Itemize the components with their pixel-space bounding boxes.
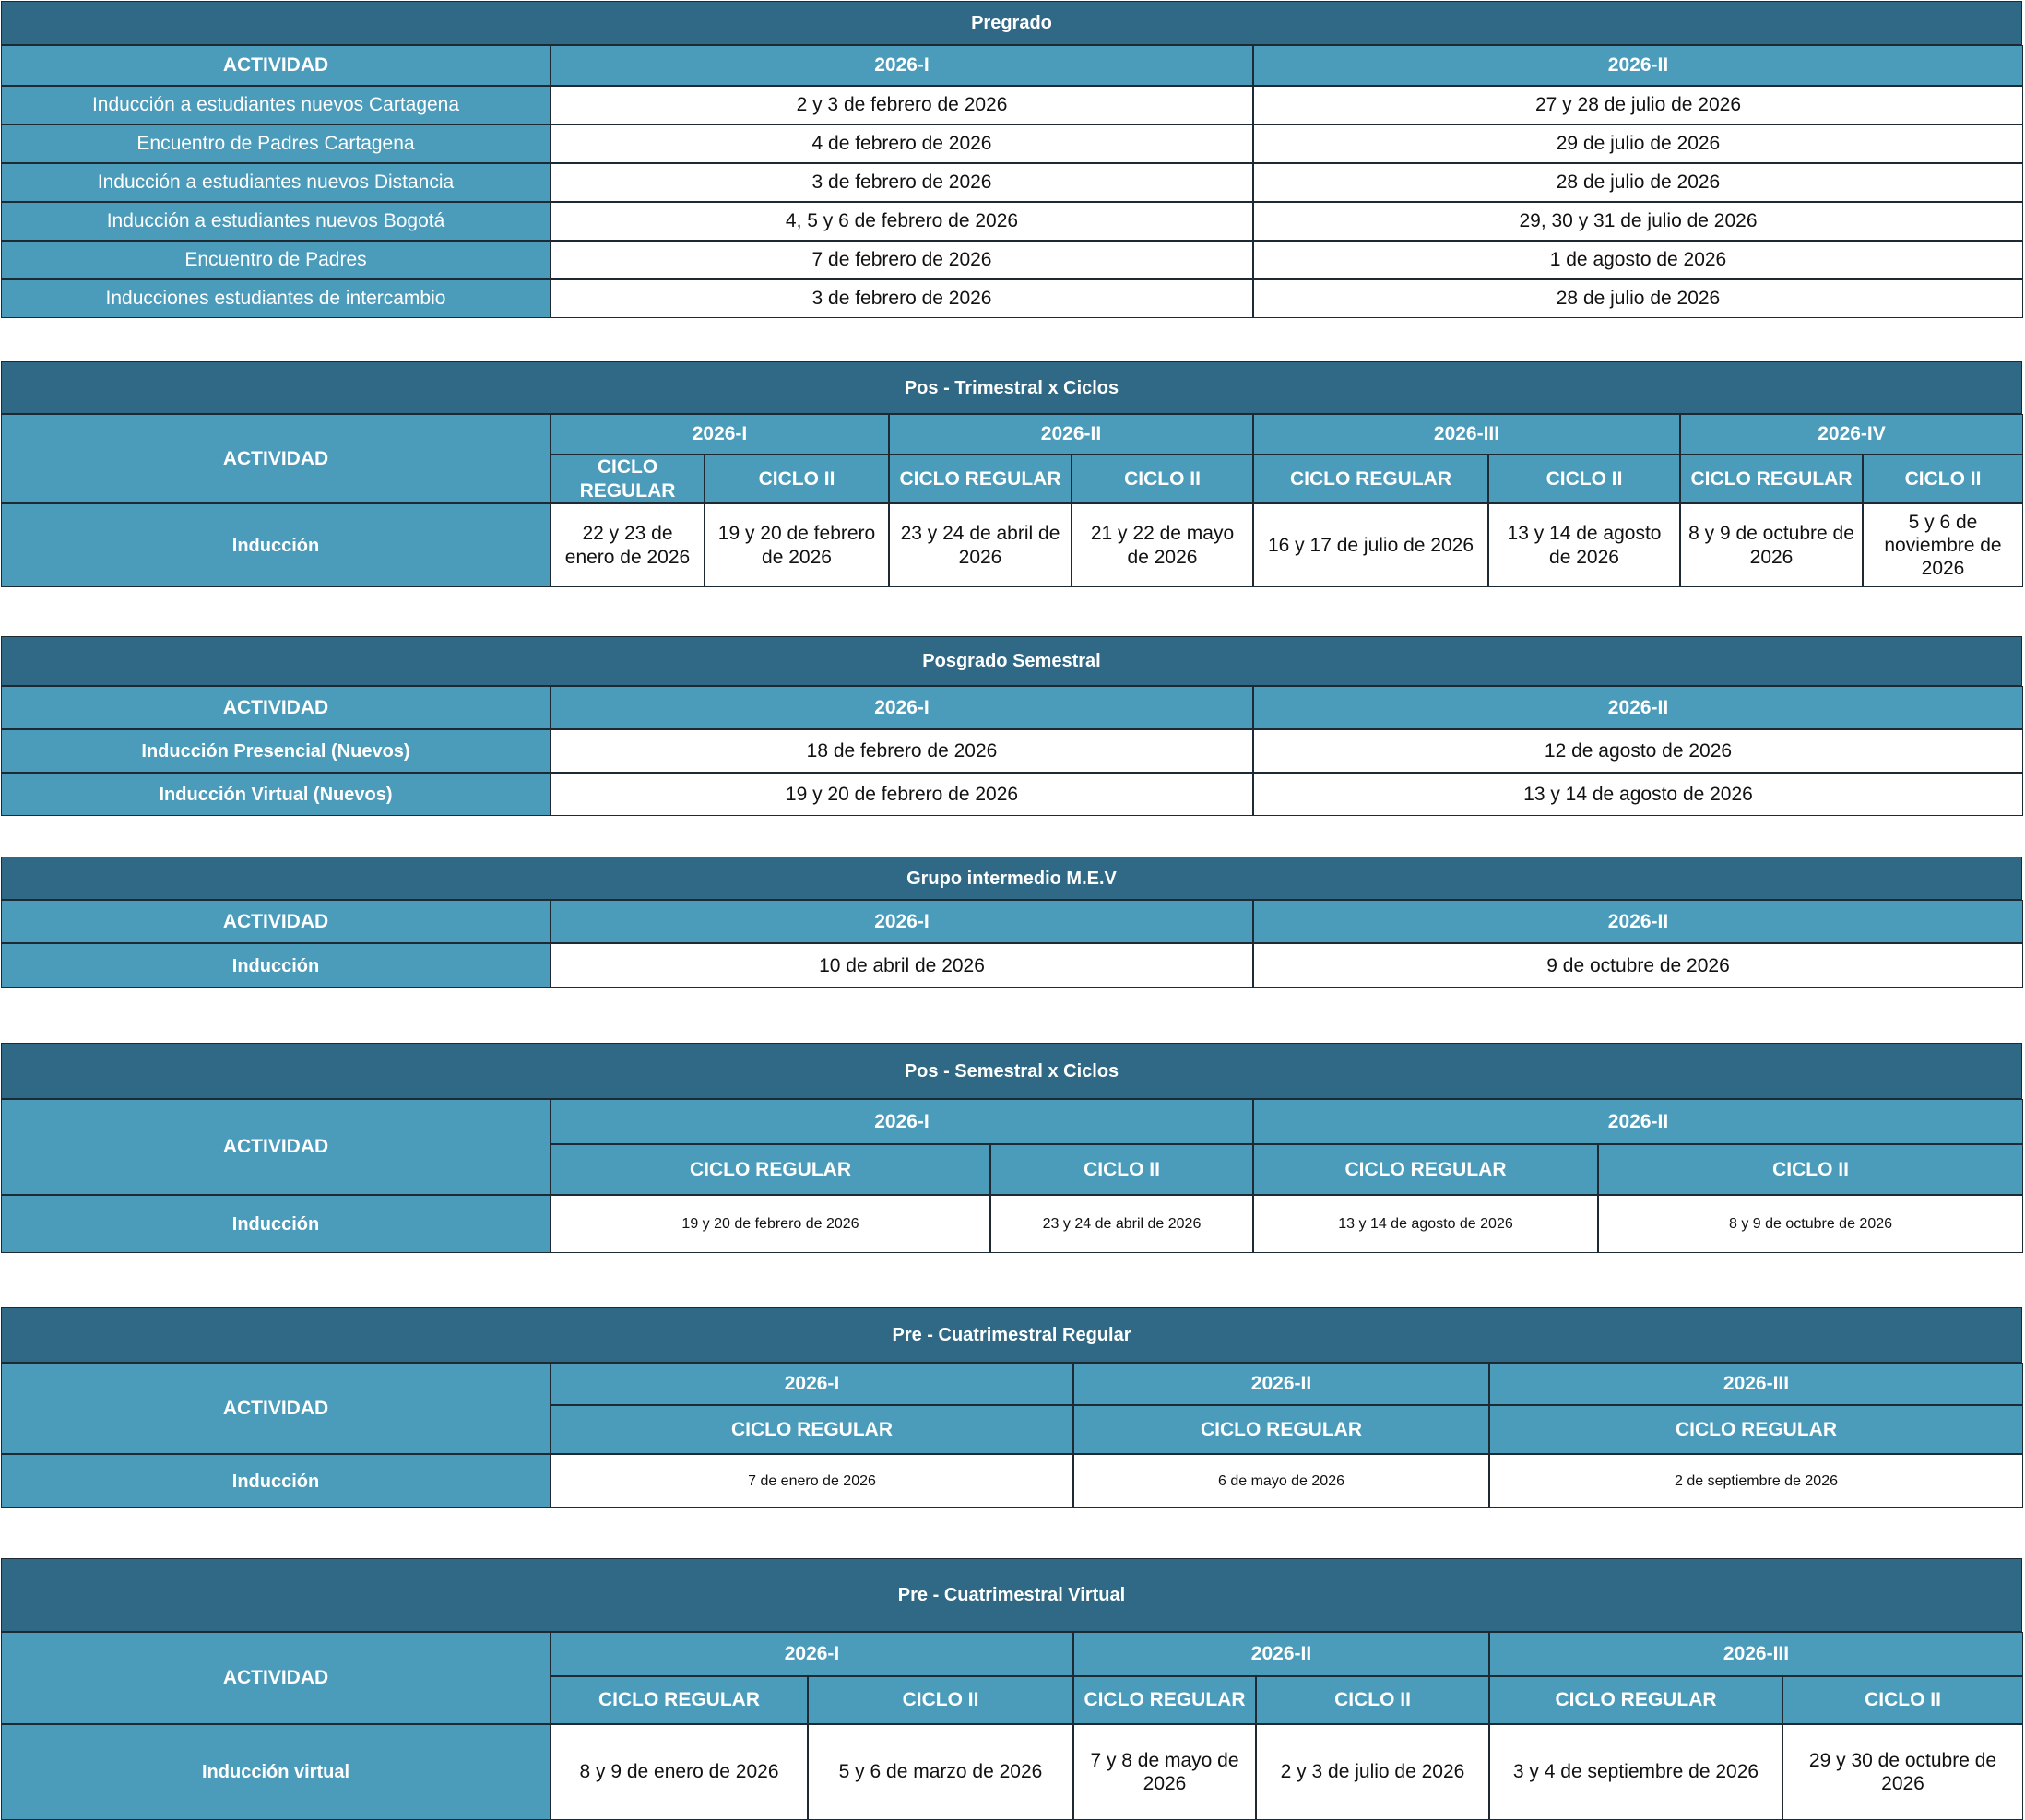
cycle-header: CICLO II (808, 1676, 1073, 1724)
cycle-header: CICLO REGULAR (1253, 1144, 1598, 1195)
table-title: Pre - Cuatrimestral Virtual (1, 1558, 2022, 1632)
activity-label: Inducción (1, 1195, 551, 1253)
cycle-header: CICLO II (1072, 455, 1253, 503)
activity-label: Inducciones estudiantes de intercambio (1, 279, 551, 318)
cycle-header: CICLO REGULAR (551, 455, 705, 503)
period-header: 2026-II (1253, 1099, 2023, 1144)
column-header-period: 2026-II (1253, 900, 2023, 943)
posgrado-semestral-table (2, 636, 2023, 816)
period-header: 2026-III (1489, 1363, 2023, 1405)
pos-trimestral-table (2, 361, 2023, 587)
date-cell: 8 y 9 de enero de 2026 (551, 1724, 808, 1820)
date-cell: 2 de septiembre de 2026 (1489, 1454, 2023, 1508)
column-header-period: 2026-II (1253, 45, 2023, 86)
cycle-header: CICLO REGULAR (1073, 1405, 1489, 1454)
date-cell: 7 de febrero de 2026 (551, 241, 1253, 279)
activity-label: Inducción (1, 503, 551, 587)
activity-label: Inducción a estudiantes nuevos Cartagena (1, 86, 551, 124)
period-header: 2026-I (551, 1363, 1073, 1405)
period-header: 2026-II (1073, 1632, 1489, 1676)
activity-label: Inducción a estudiantes nuevos Distancia (1, 163, 551, 202)
date-cell: 8 y 9 de octubre de 2026 (1598, 1195, 2023, 1253)
date-cell: 3 de febrero de 2026 (551, 279, 1253, 318)
table-row (2, 163, 2023, 202)
period-header: 2026-IV (1680, 414, 2023, 455)
period-header: 2026-III (1489, 1632, 2023, 1676)
pre-cuatrimestral-virtual-table (2, 1558, 2023, 1820)
table-title: Posgrado Semestral (1, 636, 2022, 686)
cycle-header: CICLO REGULAR (1253, 455, 1488, 503)
date-cell: 19 y 20 de febrero de 2026 (551, 773, 1253, 816)
table-row (2, 279, 2023, 318)
date-cell: 8 y 9 de octubre de 2026 (1680, 503, 1863, 587)
table-row (2, 1454, 2023, 1508)
column-header-actividad: ACTIVIDAD (1, 686, 551, 729)
table-row (2, 202, 2023, 241)
date-cell: 29 de julio de 2026 (1253, 124, 2023, 163)
cycle-header: CICLO REGULAR (1073, 1676, 1256, 1724)
date-cell: 21 y 22 de mayo de 2026 (1072, 503, 1253, 587)
period-header: 2026-I (551, 414, 889, 455)
table-title: Pregrado (1, 1, 2022, 45)
date-cell: 23 y 24 de abril de 2026 (889, 503, 1072, 587)
activity-label: Inducción (1, 943, 551, 988)
column-header-actividad: ACTIVIDAD (1, 45, 551, 86)
column-header-actividad: ACTIVIDAD (1, 1632, 551, 1724)
table-title: Pos - Semestral x Ciclos (1, 1043, 2022, 1099)
table-row (2, 773, 2023, 816)
table-row (2, 1724, 2023, 1820)
date-cell: 19 y 20 de febrero de 2026 (551, 1195, 990, 1253)
pregrado-table (2, 1, 2023, 318)
column-header-actividad: ACTIVIDAD (1, 1363, 551, 1454)
cycle-header: CICLO II (1782, 1676, 2023, 1724)
cycle-header: CICLO REGULAR (1680, 455, 1863, 503)
cycle-header: CICLO II (1598, 1144, 2023, 1195)
table-row (2, 729, 2023, 773)
date-cell: 28 de julio de 2026 (1253, 163, 2023, 202)
table-row (2, 124, 2023, 163)
table-title: Pre - Cuatrimestral Regular (1, 1307, 2022, 1363)
date-cell: 13 y 14 de agosto de 2026 (1488, 503, 1680, 587)
date-cell: 9 de octubre de 2026 (1253, 943, 2023, 988)
period-header: 2026-III (1253, 414, 1680, 455)
table-row (2, 241, 2023, 279)
table-row (2, 86, 2023, 124)
date-cell: 19 y 20 de febrero de 2026 (705, 503, 889, 587)
date-cell: 7 y 8 de mayo de 2026 (1073, 1724, 1256, 1820)
period-header: 2026-I (551, 1099, 1253, 1144)
period-header: 2026-II (1073, 1363, 1489, 1405)
activity-label: Inducción Virtual (Nuevos) (1, 773, 551, 816)
date-cell: 7 de enero de 2026 (551, 1454, 1073, 1508)
table-row (2, 943, 2023, 988)
pre-cuatrimestral-regular-table (2, 1307, 2023, 1508)
column-header-period: 2026-I (551, 45, 1253, 86)
date-cell: 12 de agosto de 2026 (1253, 729, 2023, 773)
activity-label: Inducción (1, 1454, 551, 1508)
cycle-header: CICLO REGULAR (889, 455, 1072, 503)
column-header-period: 2026-II (1253, 686, 2023, 729)
date-cell: 29 y 30 de octubre de 2026 (1782, 1724, 2023, 1820)
cycle-header: CICLO II (1863, 455, 2023, 503)
cycle-header: CICLO II (990, 1144, 1253, 1195)
cycle-header: CICLO REGULAR (1489, 1405, 2023, 1454)
date-cell: 3 de febrero de 2026 (551, 163, 1253, 202)
date-cell: 4, 5 y 6 de febrero de 2026 (551, 202, 1253, 241)
activity-label: Encuentro de Padres Cartagena (1, 124, 551, 163)
table-row (2, 1195, 2023, 1253)
column-header-period: 2026-I (551, 900, 1253, 943)
date-cell: 18 de febrero de 2026 (551, 729, 1253, 773)
column-header-actividad: ACTIVIDAD (1, 1099, 551, 1195)
cycle-header: CICLO REGULAR (551, 1405, 1073, 1454)
date-cell: 10 de abril de 2026 (551, 943, 1253, 988)
period-header: 2026-II (889, 414, 1253, 455)
date-cell: 28 de julio de 2026 (1253, 279, 2023, 318)
date-cell: 6 de mayo de 2026 (1073, 1454, 1489, 1508)
date-cell: 22 y 23 de enero de 2026 (551, 503, 705, 587)
activity-label: Encuentro de Padres (1, 241, 551, 279)
grupo-intermedio-table (2, 857, 2023, 988)
period-header: 2026-I (551, 1632, 1073, 1676)
pos-semestral-ciclos-table (2, 1043, 2023, 1253)
date-cell: 23 y 24 de abril de 2026 (990, 1195, 1253, 1253)
date-cell: 29, 30 y 31 de julio de 2026 (1253, 202, 2023, 241)
table-row (2, 503, 2023, 587)
date-cell: 5 y 6 de marzo de 2026 (808, 1724, 1073, 1820)
column-header-actividad: ACTIVIDAD (1, 900, 551, 943)
table-title: Pos - Trimestral x Ciclos (1, 361, 2022, 414)
date-cell: 2 y 3 de julio de 2026 (1256, 1724, 1489, 1820)
table-title: Grupo intermedio M.E.V (1, 857, 2022, 900)
date-cell: 27 y 28 de julio de 2026 (1253, 86, 2023, 124)
cycle-header: CICLO II (705, 455, 889, 503)
date-cell: 2 y 3 de febrero de 2026 (551, 86, 1253, 124)
date-cell: 13 y 14 de agosto de 2026 (1253, 1195, 1598, 1253)
date-cell: 1 de agosto de 2026 (1253, 241, 2023, 279)
activity-label: Inducción a estudiantes nuevos Bogotá (1, 202, 551, 241)
cycle-header: CICLO II (1488, 455, 1680, 503)
cycle-header: CICLO REGULAR (1489, 1676, 1782, 1724)
activity-label: Inducción Presencial (Nuevos) (1, 729, 551, 773)
cycle-header: CICLO REGULAR (551, 1144, 990, 1195)
date-cell: 3 y 4 de septiembre de 2026 (1489, 1724, 1782, 1820)
activity-label: Inducción virtual (1, 1724, 551, 1820)
date-cell: 16 y 17 de julio de 2026 (1253, 503, 1488, 587)
date-cell: 5 y 6 de noviembre de 2026 (1863, 503, 2023, 587)
column-header-period: 2026-I (551, 686, 1253, 729)
cycle-header: CICLO II (1256, 1676, 1489, 1724)
cycle-header: CICLO REGULAR (551, 1676, 808, 1724)
column-header-actividad: ACTIVIDAD (1, 414, 551, 503)
date-cell: 13 y 14 de agosto de 2026 (1253, 773, 2023, 816)
date-cell: 4 de febrero de 2026 (551, 124, 1253, 163)
